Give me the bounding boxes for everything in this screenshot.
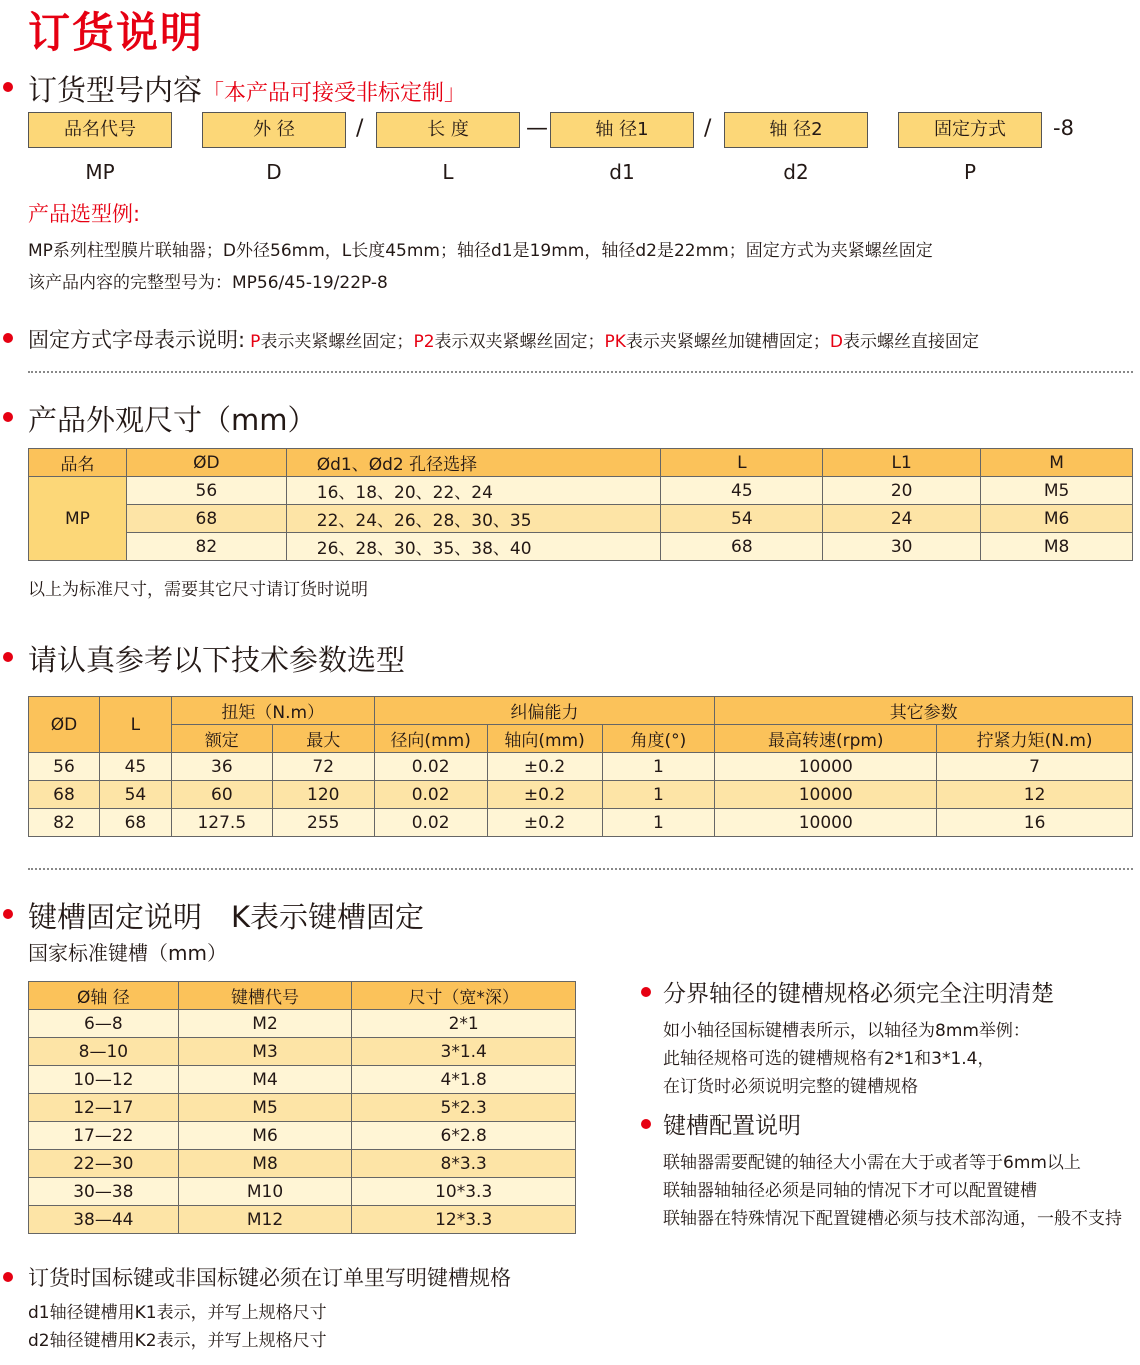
table-cell: M4	[178, 1066, 352, 1094]
example-line: 该产品内容的完整型号为：MP56/45-19/22P-8	[28, 273, 388, 293]
table-cell: 56	[29, 753, 100, 781]
table-cell: 82	[29, 809, 100, 837]
legend-text: 表示夹紧螺丝固定；	[260, 332, 414, 352]
table-row	[29, 1066, 576, 1094]
table-row	[29, 1206, 576, 1234]
table-cell: 8—10	[29, 1038, 179, 1066]
dimension-table	[28, 448, 1133, 561]
legend-code: P	[250, 332, 261, 352]
bullet-icon	[3, 82, 13, 92]
legend-title: 固定方式字母表示说明:	[28, 328, 246, 352]
table-cell: 8*3.3	[352, 1150, 576, 1178]
table-row	[29, 1122, 576, 1150]
keyway-subtitle: 国家标准键槽（mm）	[28, 941, 227, 965]
section-title: 订货型号内容	[28, 73, 203, 107]
table-row	[29, 1038, 576, 1066]
page-title: 订货说明	[28, 8, 205, 57]
table-cell: 10*3.3	[352, 1178, 576, 1206]
bullet-icon	[3, 909, 13, 919]
table-cell: M3	[178, 1038, 352, 1066]
table-cell: 26、28、30、35、38、40	[286, 533, 661, 561]
table-cell: M8	[981, 533, 1133, 561]
note-line: 在订货时必须说明完整的键槽规格	[663, 1077, 918, 1097]
table-cell: 3*1.4	[352, 1038, 576, 1066]
code-box-name: 品名代号	[28, 112, 172, 148]
table-header: 品名	[29, 449, 127, 477]
code-value: P	[963, 160, 977, 184]
table-cell: 16	[937, 809, 1133, 837]
table-cell: 30—38	[29, 1178, 179, 1206]
legend-code: P2	[413, 332, 435, 352]
table-cell: 22、24、26、28、30、35	[286, 505, 661, 533]
table-header: 角度(°)	[602, 725, 715, 753]
table-cell: 255	[272, 809, 374, 837]
table-cell: 22—30	[29, 1150, 179, 1178]
code-box-fix: 固定方式	[898, 112, 1042, 148]
table-row	[29, 809, 1133, 837]
divider	[28, 868, 1133, 870]
code-value: L	[442, 160, 454, 184]
table-cell: 10000	[715, 781, 937, 809]
section-title: 产品外观尺寸（mm）	[28, 403, 317, 437]
table-cell: 0.02	[374, 809, 487, 837]
note-line: 联轴器轴轴径必须是同轴的情况下才可以配置键槽	[663, 1181, 1037, 1201]
table-cell: 56	[126, 477, 286, 505]
table-cell: M5	[981, 477, 1133, 505]
table-header: 最大	[272, 725, 374, 753]
code-box-od: 外 径	[202, 112, 346, 148]
table-cell: 68	[29, 781, 100, 809]
section-order-model	[28, 68, 466, 109]
table-cell: 6*2.8	[352, 1122, 576, 1150]
table-cell: M8	[178, 1150, 352, 1178]
table-cell: 82	[126, 533, 286, 561]
table-header: 其它参数	[715, 697, 1133, 725]
table-header: 最高转速(rpm)	[715, 725, 937, 753]
note-title: 订货时国标键或非国标键必须在订单里写明键槽规格	[28, 1266, 511, 1290]
table-cell: 12—17	[29, 1094, 179, 1122]
table-header: Ød1、Ød2 孔径选择	[286, 449, 661, 477]
note-line: d2轴径键槽用K2表示，并写上规格尺寸	[28, 1331, 327, 1351]
table-cell: M6	[981, 505, 1133, 533]
note-line: d1轴径键槽用K1表示，并写上规格尺寸	[28, 1303, 327, 1323]
note-title: 分界轴径的键槽规格必须完全注明清楚	[663, 981, 1054, 1007]
table-cell: ±0.2	[487, 809, 602, 837]
table-cell: 68	[99, 809, 171, 837]
table-row	[29, 505, 1133, 533]
table-header: ØD	[126, 449, 286, 477]
table-header: ØD	[29, 697, 100, 753]
table-header: 键槽代号	[178, 982, 352, 1010]
table-cell: 60	[171, 781, 272, 809]
separator: —	[526, 116, 548, 141]
section-title: 键槽固定说明 K表示键槽固定	[28, 900, 425, 934]
table-cell: 38—44	[29, 1206, 179, 1234]
keyway-table	[28, 981, 576, 1234]
table-cell: 5*2.3	[352, 1094, 576, 1122]
table-header: 扭矩（N.m）	[171, 697, 374, 725]
table-header: Ø轴 径	[29, 982, 179, 1010]
bullet-icon	[641, 987, 651, 997]
code-box-d2: 轴 径2	[724, 112, 868, 148]
code-value: MP	[85, 160, 115, 184]
table-header: 尺寸（宽*深）	[352, 982, 576, 1010]
table-header: 轴向(mm)	[487, 725, 602, 753]
legend-text: 表示螺丝直接固定	[843, 332, 980, 352]
table-cell: 127.5	[171, 809, 272, 837]
legend-text: 表示双夹紧螺丝固定；	[434, 332, 605, 352]
legend-text: 表示夹紧螺丝加键槽固定；	[625, 332, 830, 352]
table-cell: 45	[661, 477, 823, 505]
bullet-icon	[3, 412, 13, 422]
table-cell: 72	[272, 753, 374, 781]
table-cell: 54	[661, 505, 823, 533]
table-cell: M2	[178, 1010, 352, 1038]
table-header: 拧紧力矩(N.m)	[937, 725, 1133, 753]
table-cell: 0.02	[374, 781, 487, 809]
table-row	[29, 781, 1133, 809]
bullet-icon	[3, 333, 13, 343]
table-cell: 2*1	[352, 1010, 576, 1038]
table-cell: 1	[602, 781, 715, 809]
table-cell: M12	[178, 1206, 352, 1234]
table-cell: 36	[171, 753, 272, 781]
table-row	[29, 1178, 576, 1206]
table-cell: ±0.2	[487, 753, 602, 781]
table-cell: M10	[178, 1178, 352, 1206]
table-row	[29, 533, 1133, 561]
table-header: 额定	[171, 725, 272, 753]
section-title: 请认真参考以下技术参数选型	[28, 643, 406, 677]
table-row	[29, 1010, 576, 1038]
table-cell: 10000	[715, 753, 937, 781]
note-line: 联轴器在特殊情况下配置键槽必须与技术部沟通，一般不支持	[663, 1209, 1122, 1229]
example-line: MP系列柱型膜片联轴器；D外径56mm，L长度45mm；轴径d1是19mm，轴径d2是22mm；固定方式为夹紧螺丝固定	[28, 241, 933, 261]
table-cell: 30	[823, 533, 981, 561]
table-row	[29, 477, 1133, 505]
bullet-icon	[3, 1272, 13, 1282]
bullet-icon	[3, 652, 13, 662]
separator: /	[356, 116, 364, 141]
table-cell: 54	[99, 781, 171, 809]
code-value: d1	[609, 160, 635, 184]
table-cell: 12	[937, 781, 1133, 809]
table-note: 以上为标准尺寸，需要其它尺寸请订货时说明	[28, 580, 368, 600]
table-cell: 120	[272, 781, 374, 809]
table-cell: 68	[126, 505, 286, 533]
table-cell: M5	[178, 1094, 352, 1122]
code-box-d1: 轴 径1	[550, 112, 694, 148]
table-cell: 10—12	[29, 1066, 179, 1094]
note-line: 此轴径规格可选的键槽规格有2*1和3*1.4，	[663, 1049, 995, 1069]
table-cell: 6—8	[29, 1010, 179, 1038]
table-cell: 68	[661, 533, 823, 561]
divider	[28, 371, 1133, 373]
bullet-icon	[641, 1119, 651, 1129]
table-cell: 0.02	[374, 753, 487, 781]
table-header: L	[661, 449, 823, 477]
table-cell: 20	[823, 477, 981, 505]
tech-param-table	[28, 696, 1133, 837]
code-value: d2	[783, 160, 809, 184]
fixing-method-legend	[28, 324, 979, 354]
legend-code: D	[829, 332, 844, 352]
legend-code: PK	[604, 332, 626, 352]
table-header: M	[981, 449, 1133, 477]
example-title: 产品选型例:	[28, 202, 141, 226]
table-header: L	[99, 697, 171, 753]
table-cell: 7	[937, 753, 1133, 781]
table-row	[29, 1094, 576, 1122]
table-cell: 24	[823, 505, 981, 533]
product-cell: MP	[29, 477, 127, 561]
table-header: 纠偏能力	[374, 697, 715, 725]
table-cell: 16、18、20、22、24	[286, 477, 661, 505]
table-row	[29, 753, 1133, 781]
table-cell: 1	[602, 753, 715, 781]
table-cell: 45	[99, 753, 171, 781]
separator: /	[704, 116, 712, 141]
custom-note: 「本产品可接受非标定制」	[202, 81, 467, 106]
table-cell: 10000	[715, 809, 937, 837]
note-title: 键槽配置说明	[663, 1113, 801, 1139]
table-cell: 1	[602, 809, 715, 837]
table-cell: M6	[178, 1122, 352, 1150]
code-box-length: 长 度	[376, 112, 520, 148]
note-line: 如小轴径国标键槽表所示，以轴径为8mm举例：	[663, 1021, 1030, 1041]
code-value: D	[266, 160, 282, 184]
table-row	[29, 1150, 576, 1178]
table-cell: 12*3.3	[352, 1206, 576, 1234]
table-header: 径向(mm)	[374, 725, 487, 753]
note-line: 联轴器需要配键的轴径大小需在大于或者等于6mm以上	[663, 1153, 1081, 1173]
table-cell: 4*1.8	[352, 1066, 576, 1094]
table-cell: ±0.2	[487, 781, 602, 809]
suffix: -8	[1053, 116, 1074, 140]
table-cell: 17—22	[29, 1122, 179, 1150]
table-header: L1	[823, 449, 981, 477]
